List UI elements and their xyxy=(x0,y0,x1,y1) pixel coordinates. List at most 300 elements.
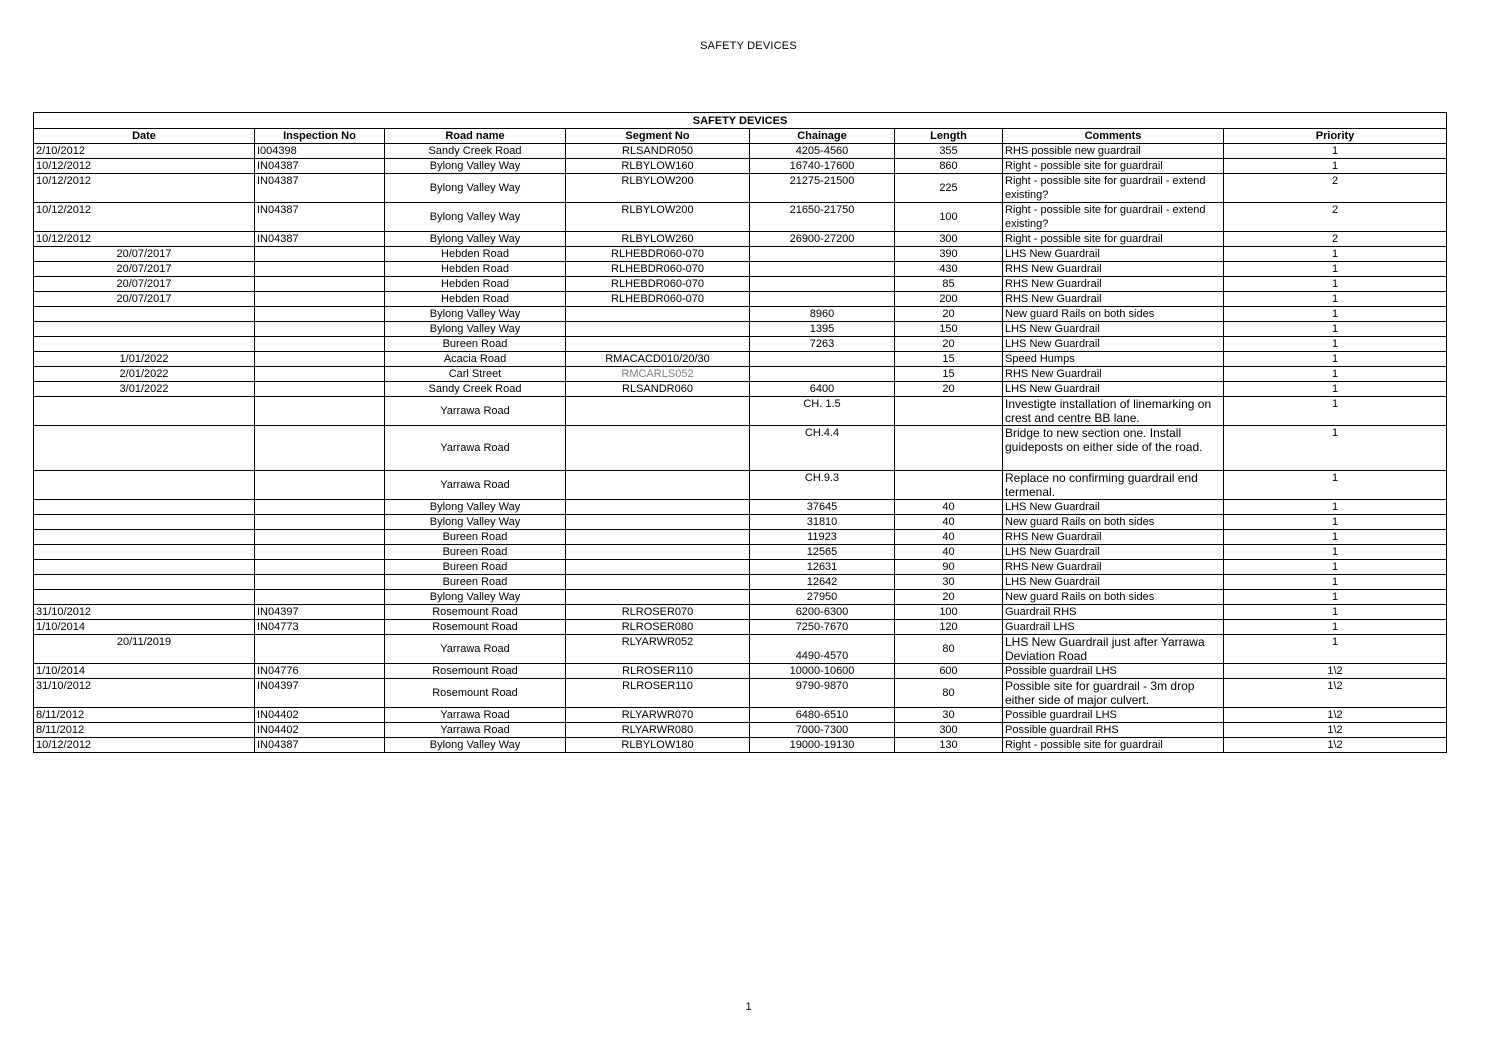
cell-priority: 1 xyxy=(1224,500,1447,515)
cell-chainage: 12642 xyxy=(750,575,895,590)
cell-chainage xyxy=(750,262,895,277)
cell-comments: Right - possible site for guardrail xyxy=(1003,159,1224,174)
cell-chainage: 4490-4570 xyxy=(750,635,895,664)
cell-length: 40 xyxy=(895,530,1003,545)
cell-comments: LHS New Guardrail just after Yarrawa Deviation Road xyxy=(1003,635,1224,664)
table-row xyxy=(34,590,1447,605)
table-banner-row xyxy=(34,113,1447,129)
cell-chainage: CH.4.4 xyxy=(750,426,895,471)
cell-date: 1/10/2014 xyxy=(34,664,255,679)
table-row xyxy=(34,723,1447,738)
cell-segment-no: RLHEBDR060-070 xyxy=(566,277,750,292)
cell-road-name: Sandy Creek Road xyxy=(385,382,566,397)
cell-road-name: Yarrawa Road xyxy=(385,635,566,664)
cell-inspection-no xyxy=(255,352,385,367)
cell-segment-no xyxy=(566,471,750,500)
cell-priority: 1 xyxy=(1224,426,1447,471)
cell-date xyxy=(34,500,255,515)
cell-priority: 1 xyxy=(1224,367,1447,382)
cell-road-name: Bureen Road xyxy=(385,337,566,352)
cell-date: 20/11/2019 xyxy=(34,635,255,664)
table-row xyxy=(34,679,1447,708)
cell-inspection-no xyxy=(255,262,385,277)
cell-road-name: Carl Street xyxy=(385,367,566,382)
cell-length: 20 xyxy=(895,382,1003,397)
cell-date xyxy=(34,337,255,352)
cell-comments: Right - possible site for guardrail xyxy=(1003,232,1224,247)
cell-date xyxy=(34,545,255,560)
cell-comments: Possible guardrail LHS xyxy=(1003,664,1224,679)
cell-segment-no: RLHEBDR060-070 xyxy=(566,262,750,277)
table-row xyxy=(34,426,1447,471)
cell-priority: 1 xyxy=(1224,635,1447,664)
cell-segment-no: RLYARWR052 xyxy=(566,635,750,664)
cell-priority: 1 xyxy=(1224,277,1447,292)
cell-road-name: Yarrawa Road xyxy=(385,723,566,738)
cell-chainage: CH.9.3 xyxy=(750,471,895,500)
cell-road-name: Bylong Valley Way xyxy=(385,232,566,247)
cell-road-name: Rosemount Road xyxy=(385,679,566,708)
cell-segment-no: RLBYLOW180 xyxy=(566,738,750,753)
cell-comments: RHS New Guardrail xyxy=(1003,277,1224,292)
cell-date: 20/07/2017 xyxy=(34,262,255,277)
cell-length: 20 xyxy=(895,590,1003,605)
cell-chainage: 37645 xyxy=(750,500,895,515)
cell-road-name: Bylong Valley Way xyxy=(385,738,566,753)
header-segment-no: Segment No xyxy=(566,129,750,144)
cell-comments: Possible guardrail LHS xyxy=(1003,708,1224,723)
cell-segment-no xyxy=(566,500,750,515)
cell-road-name: Bureen Road xyxy=(385,575,566,590)
cell-inspection-no: IN04776 xyxy=(255,664,385,679)
cell-chainage: 6200-6300 xyxy=(750,605,895,620)
cell-priority: 2 xyxy=(1224,232,1447,247)
table-row xyxy=(34,382,1447,397)
cell-segment-no: RMACACD010/20/30 xyxy=(566,352,750,367)
cell-length: 600 xyxy=(895,664,1003,679)
cell-date: 20/07/2017 xyxy=(34,247,255,262)
page-title: SAFETY DEVICES xyxy=(700,40,797,52)
cell-segment-no: RMCARLS052 xyxy=(566,367,750,382)
table-row xyxy=(34,337,1447,352)
cell-date: 10/12/2012 xyxy=(34,232,255,247)
cell-comments: Replace no confirming guardrail end termenal. xyxy=(1003,471,1224,500)
cell-date xyxy=(34,575,255,590)
cell-length xyxy=(895,397,1003,426)
cell-date: 8/11/2012 xyxy=(34,708,255,723)
cell-length: 15 xyxy=(895,367,1003,382)
cell-road-name: Bylong Valley Way xyxy=(385,590,566,605)
cell-comments: LHS New Guardrail xyxy=(1003,545,1224,560)
cell-length: 20 xyxy=(895,337,1003,352)
cell-chainage: 12631 xyxy=(750,560,895,575)
cell-segment-no: RLBYLOW160 xyxy=(566,159,750,174)
cell-comments: LHS New Guardrail xyxy=(1003,322,1224,337)
cell-comments: Investigte installation of linemarking on crest and centre BB lane. xyxy=(1003,397,1224,426)
cell-road-name: Sandy Creek Road xyxy=(385,144,566,159)
header-inspection-no: Inspection No xyxy=(255,129,385,144)
cell-chainage: 27950 xyxy=(750,590,895,605)
cell-road-name: Yarrawa Road xyxy=(385,397,566,426)
cell-inspection-no: IN04387 xyxy=(255,174,385,203)
cell-length: 225 xyxy=(895,174,1003,203)
cell-priority: 1\2 xyxy=(1224,664,1447,679)
cell-priority: 1 xyxy=(1224,307,1447,322)
cell-segment-no: RLHEBDR060-070 xyxy=(566,247,750,262)
cell-inspection-no: IN04397 xyxy=(255,605,385,620)
cell-chainage: 6480-6510 xyxy=(750,708,895,723)
cell-comments: Speed Humps xyxy=(1003,352,1224,367)
cell-road-name: Bylong Valley Way xyxy=(385,515,566,530)
cell-length: 85 xyxy=(895,277,1003,292)
cell-road-name: Bylong Valley Way xyxy=(385,500,566,515)
cell-date xyxy=(34,590,255,605)
cell-length: 120 xyxy=(895,620,1003,635)
cell-length: 15 xyxy=(895,352,1003,367)
cell-inspection-no xyxy=(255,590,385,605)
cell-chainage: 4205-4560 xyxy=(750,144,895,159)
cell-inspection-no: IN04387 xyxy=(255,232,385,247)
cell-inspection-no: IN04387 xyxy=(255,738,385,753)
header-priority: Priority xyxy=(1224,129,1447,144)
cell-comments: New guard Rails on both sides xyxy=(1003,515,1224,530)
cell-road-name: Rosemount Road xyxy=(385,620,566,635)
cell-chainage: 31810 xyxy=(750,515,895,530)
cell-road-name: Acacia Road xyxy=(385,352,566,367)
cell-date: 10/12/2012 xyxy=(34,203,255,232)
cell-length: 390 xyxy=(895,247,1003,262)
table-row xyxy=(34,500,1447,515)
table-row xyxy=(34,203,1447,232)
cell-inspection-no xyxy=(255,292,385,307)
cell-inspection-no xyxy=(255,277,385,292)
cell-priority: 1\2 xyxy=(1224,738,1447,753)
cell-segment-no: RLBYLOW200 xyxy=(566,174,750,203)
cell-comments: Guardrail LHS xyxy=(1003,620,1224,635)
cell-priority: 1 xyxy=(1224,530,1447,545)
cell-inspection-no xyxy=(255,560,385,575)
cell-segment-no: RLBYLOW260 xyxy=(566,232,750,247)
cell-segment-no: RLROSER110 xyxy=(566,679,750,708)
cell-chainage: 19000-19130 xyxy=(750,738,895,753)
cell-inspection-no xyxy=(255,575,385,590)
cell-priority: 1 xyxy=(1224,382,1447,397)
cell-inspection-no xyxy=(255,426,385,471)
cell-segment-no: RLROSER070 xyxy=(566,605,750,620)
cell-priority: 1 xyxy=(1224,560,1447,575)
cell-priority: 1 xyxy=(1224,471,1447,500)
cell-date xyxy=(34,426,255,471)
cell-segment-no: RLYARWR080 xyxy=(566,723,750,738)
cell-length: 40 xyxy=(895,545,1003,560)
cell-date xyxy=(34,307,255,322)
cell-priority: 1 xyxy=(1224,159,1447,174)
cell-road-name: Bureen Road xyxy=(385,560,566,575)
cell-length: 100 xyxy=(895,203,1003,232)
cell-length: 430 xyxy=(895,262,1003,277)
cell-inspection-no xyxy=(255,322,385,337)
cell-road-name: Bylong Valley Way xyxy=(385,159,566,174)
cell-priority: 1 xyxy=(1224,337,1447,352)
cell-segment-no xyxy=(566,575,750,590)
cell-length: 300 xyxy=(895,232,1003,247)
cell-date: 8/11/2012 xyxy=(34,723,255,738)
table-row xyxy=(34,545,1447,560)
cell-chainage: 9790-9870 xyxy=(750,679,895,708)
cell-date: 1/10/2014 xyxy=(34,620,255,635)
cell-road-name: Hebden Road xyxy=(385,277,566,292)
cell-length: 40 xyxy=(895,500,1003,515)
cell-road-name: Hebden Road xyxy=(385,292,566,307)
cell-inspection-no: I004398 xyxy=(255,144,385,159)
cell-length: 90 xyxy=(895,560,1003,575)
table-row xyxy=(34,530,1447,545)
cell-segment-no: RLYARWR070 xyxy=(566,708,750,723)
cell-segment-no xyxy=(566,426,750,471)
table-row xyxy=(34,515,1447,530)
cell-priority: 1\2 xyxy=(1224,708,1447,723)
cell-priority: 1 xyxy=(1224,515,1447,530)
cell-priority: 1 xyxy=(1224,397,1447,426)
cell-comments: Possible guardrail RHS xyxy=(1003,723,1224,738)
cell-road-name: Bureen Road xyxy=(385,530,566,545)
cell-inspection-no xyxy=(255,367,385,382)
cell-length: 80 xyxy=(895,679,1003,708)
cell-segment-no xyxy=(566,322,750,337)
cell-chainage: CH. 1.5 xyxy=(750,397,895,426)
cell-chainage: 21275-21500 xyxy=(750,174,895,203)
cell-priority: 1 xyxy=(1224,262,1447,277)
cell-chainage: 21650-21750 xyxy=(750,203,895,232)
cell-comments: New guard Rails on both sides xyxy=(1003,590,1224,605)
table-row xyxy=(34,560,1447,575)
table-row xyxy=(34,367,1447,382)
cell-road-name: Yarrawa Road xyxy=(385,471,566,500)
cell-chainage xyxy=(750,292,895,307)
cell-segment-no xyxy=(566,530,750,545)
cell-date xyxy=(34,560,255,575)
table-row xyxy=(34,708,1447,723)
cell-chainage xyxy=(750,247,895,262)
cell-road-name: Rosemount Road xyxy=(385,605,566,620)
cell-length: 30 xyxy=(895,708,1003,723)
header-comments: Comments xyxy=(1003,129,1224,144)
cell-road-name: Hebden Road xyxy=(385,262,566,277)
table-row xyxy=(34,605,1447,620)
cell-inspection-no xyxy=(255,500,385,515)
cell-chainage: 7250-7670 xyxy=(750,620,895,635)
cell-length: 30 xyxy=(895,575,1003,590)
table-row xyxy=(34,262,1447,277)
cell-comments: LHS New Guardrail xyxy=(1003,500,1224,515)
header-chainage: Chainage xyxy=(750,129,895,144)
header-road-name: Road name xyxy=(385,129,566,144)
cell-inspection-no xyxy=(255,382,385,397)
cell-length xyxy=(895,471,1003,500)
cell-inspection-no xyxy=(255,530,385,545)
cell-segment-no xyxy=(566,545,750,560)
cell-inspection-no: IN04773 xyxy=(255,620,385,635)
header-length: Length xyxy=(895,129,1003,144)
cell-length: 300 xyxy=(895,723,1003,738)
cell-segment-no xyxy=(566,307,750,322)
cell-date: 1/01/2022 xyxy=(34,352,255,367)
cell-priority: 1 xyxy=(1224,292,1447,307)
cell-inspection-no xyxy=(255,337,385,352)
table-row xyxy=(34,635,1447,664)
cell-comments: LHS New Guardrail xyxy=(1003,382,1224,397)
table-row xyxy=(34,307,1447,322)
cell-inspection-no: IN04402 xyxy=(255,708,385,723)
cell-length: 100 xyxy=(895,605,1003,620)
cell-comments: LHS New Guardrail xyxy=(1003,575,1224,590)
header-date: Date xyxy=(34,129,255,144)
cell-inspection-no xyxy=(255,515,385,530)
cell-segment-no: RLSANDR060 xyxy=(566,382,750,397)
table-row xyxy=(34,397,1447,426)
cell-length: 200 xyxy=(895,292,1003,307)
cell-segment-no xyxy=(566,560,750,575)
cell-road-name: Hebden Road xyxy=(385,247,566,262)
cell-comments: New guard Rails on both sides xyxy=(1003,307,1224,322)
cell-length: 40 xyxy=(895,515,1003,530)
table-banner: SAFETY DEVICES xyxy=(34,113,1447,129)
cell-comments: RHS New Guardrail xyxy=(1003,262,1224,277)
cell-segment-no: RLSANDR050 xyxy=(566,144,750,159)
cell-segment-no xyxy=(566,397,750,426)
cell-inspection-no: IN04397 xyxy=(255,679,385,708)
cell-comments: RHS possible new guardrail xyxy=(1003,144,1224,159)
cell-length: 355 xyxy=(895,144,1003,159)
table-row xyxy=(34,292,1447,307)
cell-road-name: Bureen Road xyxy=(385,545,566,560)
cell-road-name: Yarrawa Road xyxy=(385,426,566,471)
cell-chainage: 16740-17600 xyxy=(750,159,895,174)
cell-length xyxy=(895,426,1003,471)
cell-inspection-no xyxy=(255,635,385,664)
cell-comments: Possible site for guardrail - 3m drop either side of major culvert. xyxy=(1003,679,1224,708)
cell-priority: 1\2 xyxy=(1224,679,1447,708)
cell-road-name: Bylong Valley Way xyxy=(385,203,566,232)
cell-priority: 1\2 xyxy=(1224,723,1447,738)
cell-comments: RHS New Guardrail xyxy=(1003,292,1224,307)
cell-inspection-no xyxy=(255,247,385,262)
cell-comments: LHS New Guardrail xyxy=(1003,337,1224,352)
cell-length: 20 xyxy=(895,307,1003,322)
cell-comments: Right - possible site for guardrail xyxy=(1003,738,1224,753)
table-row xyxy=(34,738,1447,753)
cell-date: 20/07/2017 xyxy=(34,277,255,292)
table-row xyxy=(34,247,1447,262)
cell-comments: Guardrail RHS xyxy=(1003,605,1224,620)
cell-comments: Right - possible site for guardrail - extend existing? xyxy=(1003,203,1224,232)
cell-chainage: 11923 xyxy=(750,530,895,545)
cell-length: 150 xyxy=(895,322,1003,337)
cell-segment-no: RLROSER080 xyxy=(566,620,750,635)
cell-date: 10/12/2012 xyxy=(34,738,255,753)
table-row xyxy=(34,232,1447,247)
table-row xyxy=(34,174,1447,203)
cell-segment-no: RLROSER110 xyxy=(566,664,750,679)
cell-priority: 1 xyxy=(1224,605,1447,620)
table-row xyxy=(34,277,1447,292)
cell-segment-no: RLHEBDR060-070 xyxy=(566,292,750,307)
table-row xyxy=(34,575,1447,590)
table-row xyxy=(34,471,1447,500)
cell-chainage xyxy=(750,367,895,382)
cell-chainage: 12565 xyxy=(750,545,895,560)
cell-date: 20/07/2017 xyxy=(34,292,255,307)
cell-chainage: 26900-27200 xyxy=(750,232,895,247)
cell-road-name: Yarrawa Road xyxy=(385,708,566,723)
table-row xyxy=(34,144,1447,159)
table-row xyxy=(34,352,1447,367)
safety-devices-table xyxy=(33,112,1447,753)
cell-date xyxy=(34,322,255,337)
page-number: 1 xyxy=(745,1001,752,1013)
cell-priority: 1 xyxy=(1224,620,1447,635)
cell-road-name: Bylong Valley Way xyxy=(385,174,566,203)
cell-segment-no xyxy=(566,337,750,352)
cell-date: 10/12/2012 xyxy=(34,159,255,174)
cell-priority: 1 xyxy=(1224,590,1447,605)
cell-date xyxy=(34,530,255,545)
cell-chainage: 7263 xyxy=(750,337,895,352)
cell-date xyxy=(34,471,255,500)
cell-inspection-no: IN04387 xyxy=(255,203,385,232)
cell-chainage xyxy=(750,277,895,292)
cell-inspection-no: IN04387 xyxy=(255,159,385,174)
cell-priority: 1 xyxy=(1224,575,1447,590)
cell-priority: 1 xyxy=(1224,545,1447,560)
cell-chainage: 1395 xyxy=(750,322,895,337)
cell-comments: RHS New Guardrail xyxy=(1003,530,1224,545)
cell-date: 10/12/2012 xyxy=(34,174,255,203)
cell-inspection-no: IN04402 xyxy=(255,723,385,738)
cell-chainage xyxy=(750,352,895,367)
cell-inspection-no xyxy=(255,397,385,426)
cell-priority: 2 xyxy=(1224,203,1447,232)
cell-chainage: 6400 xyxy=(750,382,895,397)
cell-comments: LHS New Guardrail xyxy=(1003,247,1224,262)
cell-date: 3/01/2022 xyxy=(34,382,255,397)
table-row xyxy=(34,159,1447,174)
table-row xyxy=(34,664,1447,679)
cell-date: 31/10/2012 xyxy=(34,605,255,620)
cell-inspection-no xyxy=(255,545,385,560)
cell-inspection-no xyxy=(255,307,385,322)
cell-comments: Bridge to new section one. Install guideposts on either side of the road. xyxy=(1003,426,1224,471)
cell-length: 130 xyxy=(895,738,1003,753)
cell-chainage: 7000-7300 xyxy=(750,723,895,738)
cell-priority: 2 xyxy=(1224,174,1447,203)
cell-road-name: Bylong Valley Way xyxy=(385,322,566,337)
cell-date: 2/10/2012 xyxy=(34,144,255,159)
cell-priority: 1 xyxy=(1224,247,1447,262)
cell-date: 31/10/2012 xyxy=(34,679,255,708)
cell-comments: Right - possible site for guardrail - extend existing? xyxy=(1003,174,1224,203)
cell-date xyxy=(34,515,255,530)
cell-length: 80 xyxy=(895,635,1003,664)
table-row xyxy=(34,620,1447,635)
cell-chainage: 8960 xyxy=(750,307,895,322)
cell-comments: RHS New Guardrail xyxy=(1003,560,1224,575)
cell-priority: 1 xyxy=(1224,144,1447,159)
cell-chainage: 10000-10600 xyxy=(750,664,895,679)
table-header-row xyxy=(34,129,1447,144)
cell-length: 860 xyxy=(895,159,1003,174)
cell-priority: 1 xyxy=(1224,352,1447,367)
